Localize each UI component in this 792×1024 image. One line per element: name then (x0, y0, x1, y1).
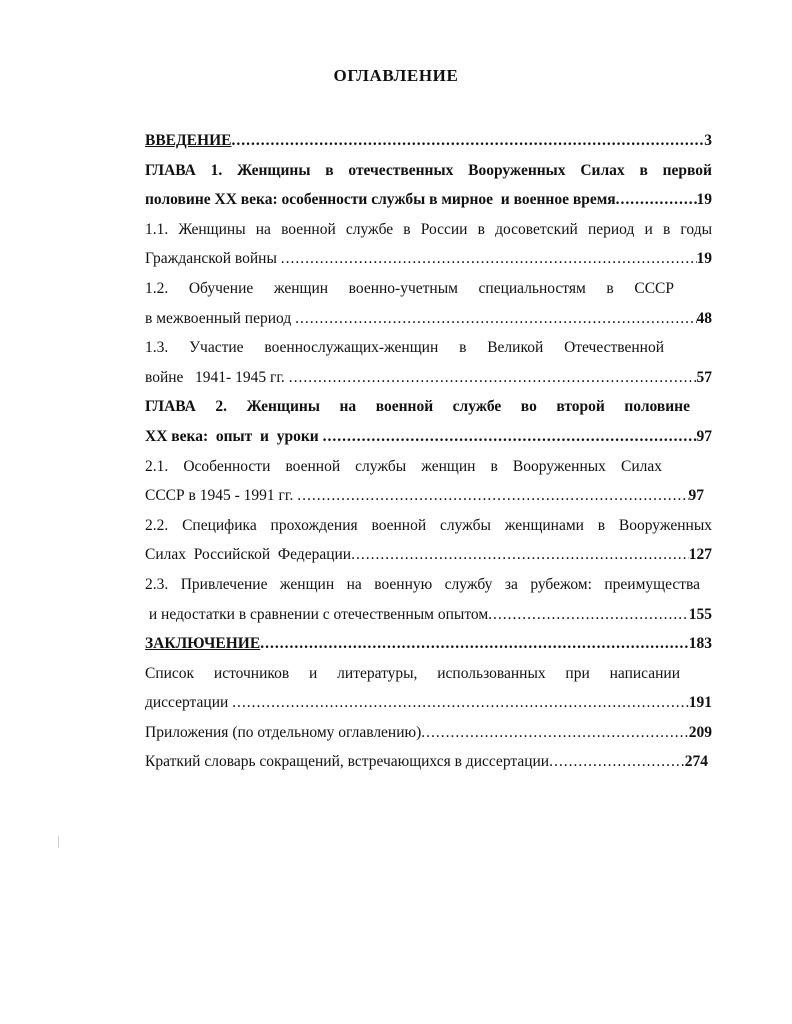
toc-leader-dots (297, 481, 688, 511)
toc-leader-dots (351, 540, 689, 570)
toc-entry-title: СССР в 1945 - 1991 гг. (145, 487, 298, 505)
toc-entry-section-1-2: 1.2. Обучение женщин военно-учетным специальностям в СССР (145, 279, 674, 297)
toc-leader-dots (488, 600, 689, 630)
toc-page-number: 155 (688, 605, 712, 623)
toc-leader-dots (232, 688, 689, 718)
toc-entry-section-1-3: 1.3. Участие военнослужащих-женщин в Великой Отечественной (145, 339, 664, 357)
toc-page-number: 97 (688, 487, 704, 505)
toc-entry-chapter-2-cont (145, 422, 712, 452)
toc-leader-dots (295, 304, 696, 334)
toc-entry-title: XX века: опыт и уроки (145, 427, 323, 445)
toc-entry-title: войне 1941- 1945 гг. (145, 368, 289, 386)
toc-page-number: 209 (688, 723, 712, 741)
toc-page-number: 57 (696, 368, 712, 386)
toc-page-number: 19 (696, 250, 712, 268)
page-title: ОГЛАВЛЕНИЕ (333, 66, 459, 85)
toc-entry-conclusion (145, 629, 712, 659)
toc-leader-dots (323, 422, 697, 452)
toc-page-number: 191 (688, 694, 712, 712)
toc-entry-section-1-1-cont (145, 244, 712, 274)
toc-page-number: 3 (704, 132, 712, 149)
toc-entry-section-1-3-cont (145, 363, 712, 393)
toc-leader-dots (231, 126, 704, 156)
toc-leader-dots (289, 363, 697, 393)
toc-entry-section-2-3-cont (145, 600, 712, 630)
toc-entry-title: Гражданской войны (145, 250, 281, 268)
toc-leader-dots (616, 185, 697, 215)
toc-entry-title: Краткий словарь сокращений, встречающихся в диссертации (145, 753, 550, 771)
toc-entry-appendix (145, 718, 712, 748)
toc-entry-chapter-1: ГЛАВА 1. Женщины в отечественных Вооруженных Силах в первой (145, 161, 712, 179)
toc-page-number: 48 (696, 309, 712, 327)
scan-mark (58, 836, 59, 848)
toc-entry-title: ВВЕДЕНИЕ (145, 132, 232, 149)
toc-entry-section-2-1-cont (145, 481, 712, 511)
toc-entry-title: и недостатки в сравнении с отечественным опытом (145, 605, 489, 623)
toc-entry-title: Приложения (по отдельному оглавлению) (145, 723, 422, 741)
toc-entry-section-2-2: 2.2. Специфика прохождения военной службы женщинами в Вооруженных (145, 516, 712, 534)
toc-leader-dots (421, 718, 688, 748)
toc-leader-dots (260, 629, 689, 659)
toc-entry-section-2-2-cont (145, 540, 712, 570)
toc-entry-title: диссертации (145, 694, 233, 712)
toc-page-number: 127 (688, 546, 712, 564)
toc-entry-title: ЗАКЛЮЧЕНИЕ (145, 635, 261, 653)
toc-entry-section-2-1: 2.1. Особенности военной службы женщин в Вооруженных Силах (145, 457, 662, 475)
toc-entry-section-1-1: 1.1. Женщины на военной службе в России в досоветский период и в годы (145, 220, 712, 238)
toc-entry-sources-cont (145, 688, 712, 718)
toc-page-number: 19 (696, 191, 712, 209)
toc-entry-chapter-1-cont (145, 185, 712, 215)
table-of-contents (145, 126, 712, 777)
toc-entry-glossary (145, 747, 712, 777)
toc-entry-section-1-2-cont (145, 304, 712, 334)
toc-entry-chapter-2: ГЛАВА 2. Женщины на военной службе во второй половине (145, 398, 690, 416)
toc-entry-title: Силах Российской Федерации (145, 546, 352, 564)
toc-entry-introduction (145, 126, 712, 156)
toc-entry-sources: Список источников и литературы, использованных при написании (145, 664, 680, 682)
toc-page-number: 97 (696, 427, 712, 445)
toc-leader-dots (549, 747, 685, 777)
toc-page-number: 183 (688, 635, 712, 653)
toc-leader-dots (281, 244, 697, 274)
toc-entry-section-2-3: 2.3. Привлечение женщин на военную службу за рубежом: преимущества (145, 575, 700, 593)
toc-page-number: 274 (684, 753, 708, 771)
toc-entry-title: в межвоенный период (145, 309, 296, 327)
toc-entry-title: половине XX века: особенности службы в мирное и военное время (145, 191, 616, 209)
